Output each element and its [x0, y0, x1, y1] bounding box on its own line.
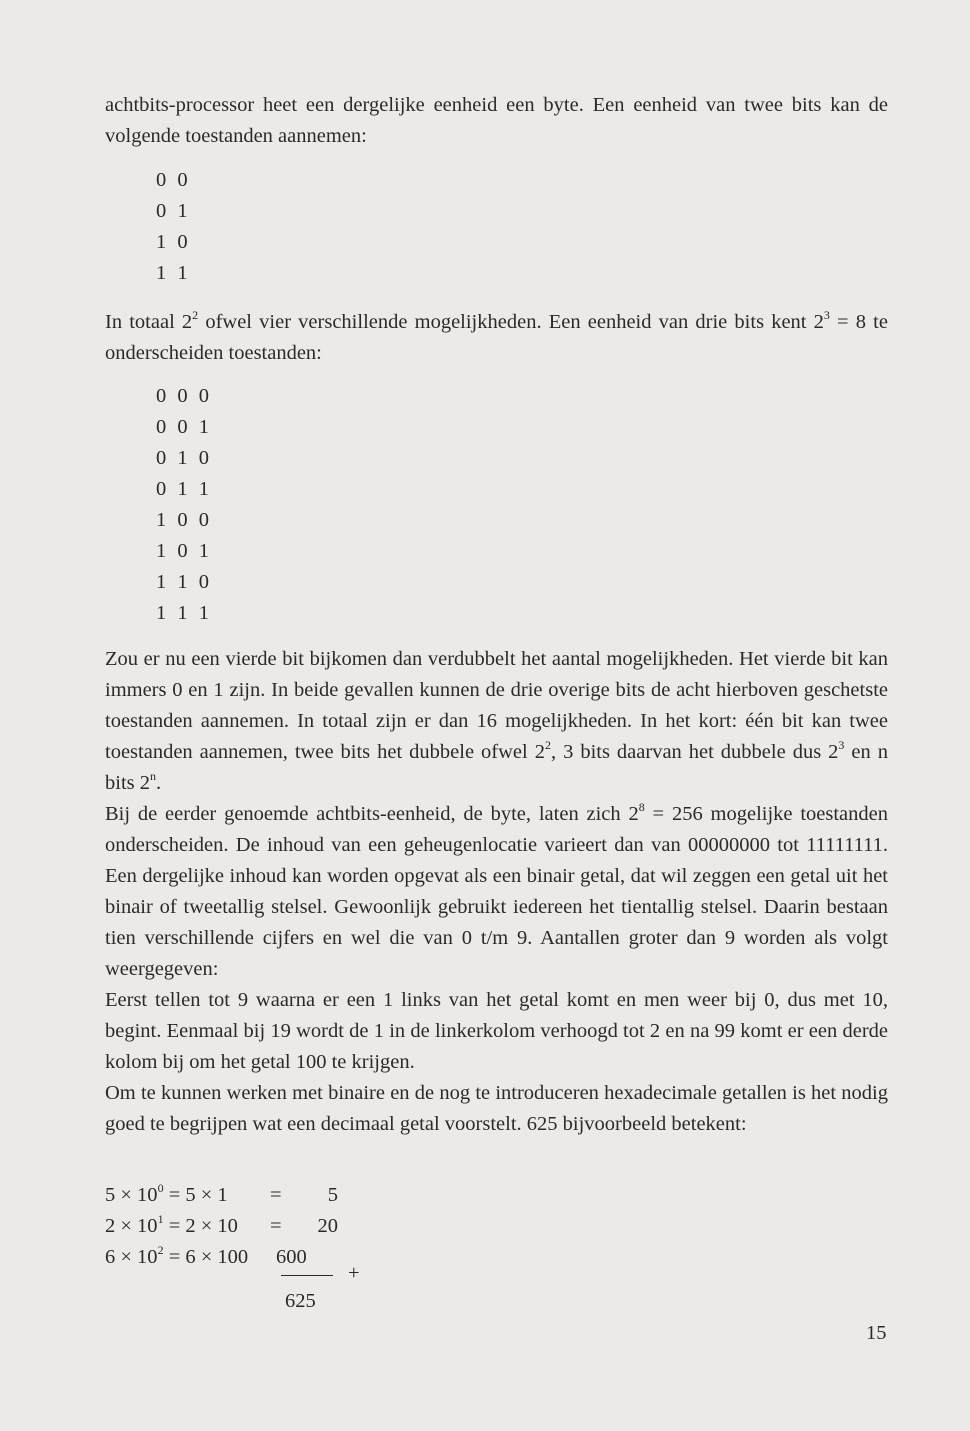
list-item: 0 1 1: [156, 478, 212, 500]
list-item: 0 0: [156, 169, 191, 191]
sum-total: 625: [285, 1290, 316, 1312]
paragraph-three-bits: In totaal $2^2$ ofwel vier verschillende mogelijkheden. Een eenheid van drie bits kent $2^3 = 8$ te onderscheiden toestanden:: [105, 308, 888, 364]
two-bit-states-list: [156, 165, 191, 289]
page-number: 15: [866, 1322, 887, 1344]
list-item: 0 0 1: [156, 416, 212, 438]
paragraph-counting: Eerst tellen tot 9 waarna er een 1 links van het getal komt en men weer bij 0, dus met 10, begint. Eenmaal bij 19 wordt de 1 in de linkerkolom verhoogd tot 2 en na 99 komt er een derde kolom bij om het getal 100 te krijgen.: [105, 989, 888, 1073]
list-item: 0 0 0: [156, 385, 212, 407]
page: achtbits-processor heet een dergelijke eenheid een byte. Een eenheid van twee bits kan de volgende toestanden aannemen: 0 0 0 1 1 0 1 1 In totaal $2^2$ ofwel vier verschillende mogelijkheden. Een eenheid van drie bits kent $2^3 = 8$ te onderscheiden toestanden: 0 0 0 0 0 1 0 1 0 0 1 1 1 0 0 1 0 1 1 1 0 1 1 1 Zou er nu een vierde bit bijkomen dan verdubbelt het aantal mogelijkheden. Het vierde bit kan immers 0 en 1 zijn. In beide gevallen kunnen de drie overige bits de acht hierboven geschetste toestanden aannemen. In totaal zijn er dan 16 mogelijkheden. In het kort: één bit kan twee toestanden aannemen, twee bits het dubbele ofwel $2^2$, 3 bits daarvan het dubbele dus $2^3$ en n bits 2$^n$. Bij de eerder genoemde achtbits-eenheid, de byte, laten zich $2^8 = 256$ mogelijke toestanden onderscheiden. De inhoud van een geheugenlocatie varieert dan van 00000000 tot 11111111. Een dergelijke inhoud kan worden opgevat als een binair getal, dat wil zeggen een getal uit het binair of tweetallig stelsel. Gewoonlijk gebruikt iedereen het tientallig stelsel. Daarin bestaan tien verschillende cijfers en wel die van 0 t/m 9. Aantallen groter dan 9 worden als volgt weergegeven: Eerst tellen tot 9 waarna er een 1 links van het getal komt en men weer bij 0, dus met 10, begint. Eenmaal bij 19 wordt de 1 in de linkerkolom verhoogd tot 2 en na 99 komt er een derde kolom bij om het getal 100 te krijgen. Om te kunnen werken met binaire en de nog te introduceren hexadecimale getallen is het nodig goed te begrijpen wat een decimaal getal voorstelt. 625 bijvoorbeeld betekent: $5 \times 10^0 = 5 \times 1$ = 5 $2 \times 10^1 = 2 \times 10$ = 20 $6 \times 10^2 = 6 \times 100$ 600 + 625 15: [0, 0, 970, 1431]
list-item: 1 1 1: [156, 602, 212, 624]
list-item: 1 1: [156, 262, 191, 284]
paragraph-byte: Bij de eerder genoemde achtbits-eenheid, de byte, laten zich $2^8 = 256$ mogelijke toestanden onderscheiden. De inhoud van een geheugenlocatie varieert dan van 00000000 tot 11111111. Een dergelijke inhoud kan worden opgevat als een binair getal, dat wil zeggen een getal uit het binair of tweetallig stelsel. Gewoonlijk gebruikt iedereen het tientallig stelsel. Daarin bestaan tien verschillende cijfers en wel die van 0 t/m 9. Aantallen groter dan 9 worden als volgt weergegeven:: [105, 800, 888, 980]
list-item: 0 1: [156, 200, 191, 222]
paragraph-fourth-bit: Zou er nu een vierde bit bijkomen dan verdubbelt het aantal mogelijkheden. Het vierde bit kan immers 0 en 1 zijn. In beide gevallen kunnen de drie overige bits de acht hierboven geschetste toestanden aannemen. In totaal zijn er dan 16 mogelijkheden. In het kort: één bit kan twee toestanden aannemen, twee bits het dubbele ofwel $2^2$, 3 bits daarvan het dubbele dus $2^3$ en n bits 2$^n$.: [105, 648, 888, 794]
list-item: 1 0 0: [156, 509, 212, 531]
paragraph-text: achtbits-processor heet een dergelijke eenheid een byte. Een eenheid van twee bits kan de volgende toestanden aannemen:: [105, 94, 888, 147]
sum-operator: +: [348, 1262, 360, 1284]
paragraph-intro: [105, 90, 888, 152]
sum-line: [281, 1275, 333, 1276]
body-text: [105, 644, 888, 1140]
list-item: 1 0: [156, 231, 191, 253]
list-item: 1 0 1: [156, 540, 212, 562]
three-bit-states-list: [156, 381, 212, 629]
list-item: 0 1 0: [156, 447, 212, 469]
paragraph-decimal: Om te kunnen werken met binaire en de nog te introduceren hexadecimale getallen is het nodig goed te begrijpen wat een decimaal getal voorstelt. 625 bijvoorbeeld betekent:: [105, 1082, 888, 1135]
list-item: 1 1 0: [156, 571, 212, 593]
